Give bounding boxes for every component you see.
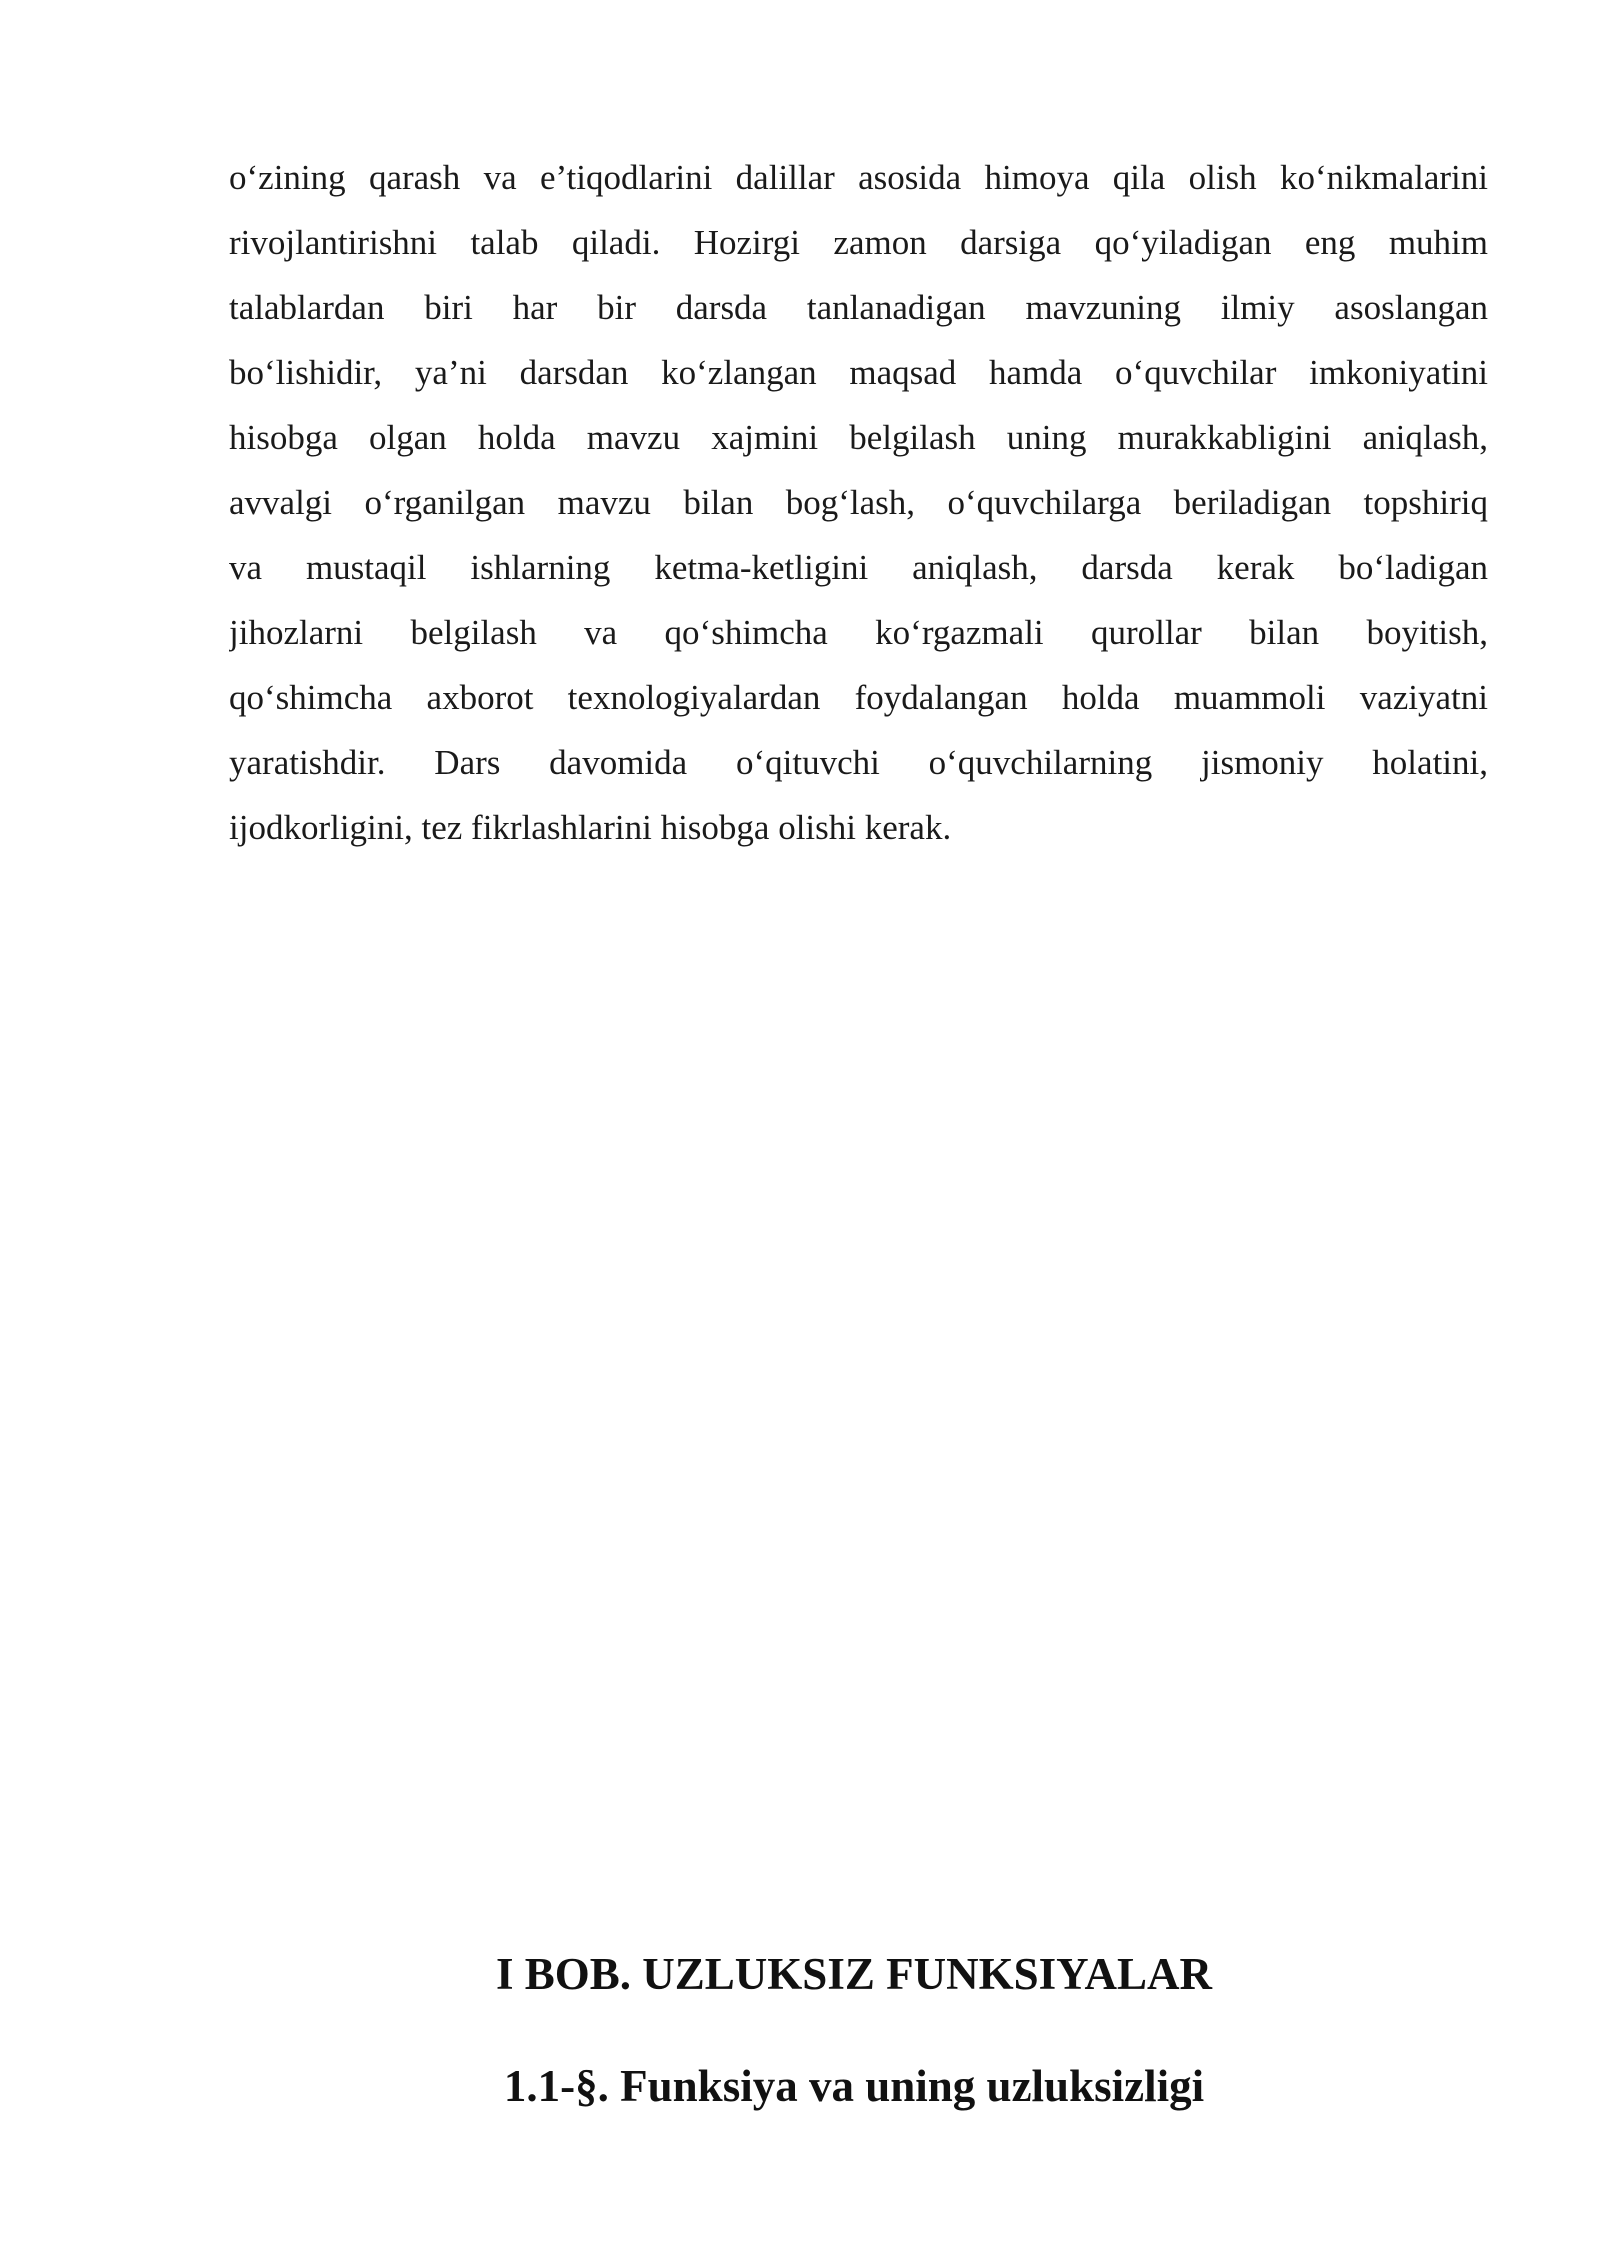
paragraph-line: jihozlarni belgilash va qo‘shimcha ko‘rgazmali qurollar bilan boyitish, xyxy=(229,613,1488,652)
body-paragraph xyxy=(229,148,1488,863)
paragraph-line: rivojlantirishni talab qiladi. Hozirgi zamon darsiga qo‘yiladigan eng muhim xyxy=(229,223,1488,262)
chapter-heading: I BOB. UZLUKSIZ FUNKSIYALAR xyxy=(495,1949,1213,1999)
paragraph-line: qo‘shimcha axborot texnologiyalardan foydalangan holda muammoli vaziyatni xyxy=(229,678,1488,717)
paragraph-line: o‘zining qarash va e’tiqodlarini dalillar asosida himoya qila olish ko‘nikmalarini xyxy=(229,158,1488,197)
paragraph-line: hisobga olgan holda mavzu xajmini belgilash uning murakkabligini aniqlash, xyxy=(229,418,1488,457)
paragraph-line: avvalgi o‘rganilgan mavzu bilan bog‘lash, o‘quvchilarga beriladigan topshiriq xyxy=(229,483,1488,522)
paragraph-line: yaratishdir. Dars davomida o‘qituvchi o‘quvchilarning jismoniy holatini, xyxy=(229,743,1488,782)
paragraph-line: va mustaqil ishlarning ketma-ketligini aniqlash, darsda kerak bo‘ladigan xyxy=(229,548,1488,587)
paragraph-line: talablardan biri har bir darsda tanlanadigan mavzuning ilmiy asoslangan xyxy=(229,288,1488,327)
paragraph-line: bo‘lishidir, ya’ni darsdan ko‘zlangan maqsad hamda o‘quvchilar imkoniyatini xyxy=(229,353,1488,392)
section-heading: 1.1-§. Funksiya va uning uzluksizligi xyxy=(503,2061,1205,2111)
paragraph-line: ijodkorligini, tez fikrlashlarini hisobga olishi kerak. xyxy=(229,808,952,847)
